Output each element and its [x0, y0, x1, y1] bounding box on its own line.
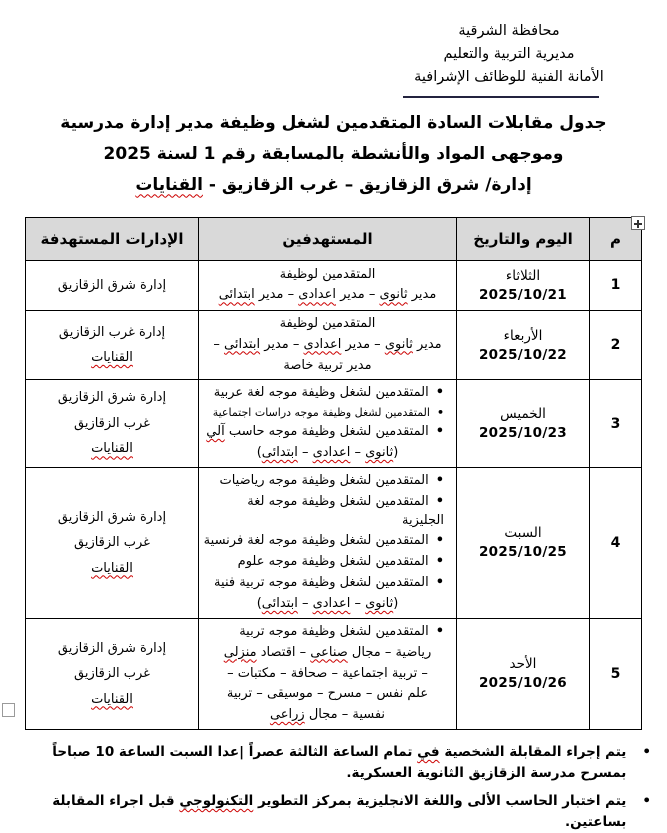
- cell-target-applicants: [199, 467, 457, 618]
- misspelled-word: زراعى: [269, 707, 305, 723]
- text-segment: قبل اجراء المقابلة بساعتين.: [52, 792, 627, 830]
- admin-line: [30, 533, 194, 553]
- misspelled-word: ثانوى: [379, 287, 408, 303]
- cell-target-admins: [26, 380, 199, 468]
- text-segment: المتقدمين لشغل وظيفة موجه حاسب: [224, 424, 429, 440]
- agency-line-secretariat: الأمانة الفنية للوظائف الإشرافية: [414, 69, 604, 86]
- date-value: 2025/10/23: [478, 425, 567, 442]
- title-line-1: جدول مقابلات السادة المتقدمين لشغل وظيفة مدير إدارة مدرسية: [60, 112, 607, 133]
- text-segment: رياضية – مجال: [347, 644, 432, 660]
- document-page: [0, 20, 667, 830]
- table-row: [26, 467, 642, 618]
- misspelled-word: القنايات: [135, 175, 203, 196]
- table-row: [26, 310, 642, 380]
- target-line: [203, 444, 452, 463]
- row-number: 5: [590, 618, 642, 729]
- cell-target-admins: [26, 467, 199, 618]
- document-title-block: [10, 108, 657, 202]
- text-segment: المتقدمين لشغل وظيفة موجه لغة الجليزية: [247, 493, 444, 528]
- text-segment: المتقدمين لوظيفة: [279, 315, 376, 331]
- cell-day-date: [457, 380, 590, 468]
- footer-note-item: [12, 742, 651, 784]
- day-name: الخميس: [500, 406, 546, 423]
- admin-line: [30, 388, 194, 408]
- admin-line: [30, 639, 194, 659]
- text-segment: المتقدمين لشغل وظيفة موجه تربية فنية: [214, 575, 429, 591]
- table-row: [26, 618, 642, 729]
- text-segment: إدارة شرق الزقازيق: [57, 390, 167, 406]
- text-segment: المتقدمين لشغل وظيفة موجه علوم: [237, 554, 429, 570]
- target-line: [203, 665, 452, 684]
- text-segment: – مدير: [341, 336, 385, 352]
- table-header-row: [26, 217, 642, 260]
- day-name: الأربعاء: [503, 327, 543, 344]
- misspelled-word: اعدادى: [303, 336, 342, 352]
- admin-line: [30, 664, 194, 684]
- cell-target-applicants: [199, 618, 457, 729]
- cell-day-date: [457, 618, 590, 729]
- day-name: الأحد: [509, 656, 537, 673]
- text-segment: (: [393, 445, 399, 461]
- footer-note-text: [12, 742, 626, 784]
- table-row: [26, 380, 642, 468]
- target-line: [203, 423, 452, 442]
- misspelled-word: القنايات: [91, 691, 133, 707]
- bullet-icon: •: [435, 472, 444, 488]
- misspelled-word: ابتدائى: [261, 445, 298, 461]
- misspelled-word: القنايات: [91, 560, 133, 576]
- cell-target-applicants: [199, 380, 457, 468]
- empty-square-artifact-icon: [2, 703, 15, 717]
- text-segment: غرب الزقازيق: [73, 666, 150, 682]
- bullet-icon: •: [435, 554, 444, 570]
- bullet-icon: •: [435, 424, 444, 440]
- text-segment: تمام الساعة الثالثة عصراً |عدا السبت الساعة 10 صباحاً بمسرح مدرسة الزقازيق الثانوية العسكرية.: [52, 744, 627, 781]
- cell-target-admins: [26, 260, 199, 310]
- text-segment: إدارة شرق الزقازيق: [57, 640, 167, 656]
- target-line: [203, 266, 452, 285]
- target-line: [203, 357, 452, 376]
- footer-notes: [12, 742, 651, 833]
- misspelled-word: ابتدائى: [261, 595, 298, 611]
- text-segment: المتقدمين لشغل وظيفة موجه لغة فرنسية: [203, 533, 429, 549]
- target-line: [203, 685, 452, 704]
- footer-note-item: [12, 791, 651, 833]
- bullet-icon: •: [642, 792, 651, 809]
- cell-day-date: [457, 310, 590, 380]
- header-divider-line: [403, 96, 599, 98]
- target-line: [203, 644, 452, 663]
- admin-line: [30, 414, 194, 434]
- text-segment: ): [256, 595, 262, 611]
- text-segment: يتم إجراء المقابلة الشخصية: [439, 744, 627, 761]
- admin-line: [30, 348, 194, 368]
- text-segment: – مدير: [254, 287, 299, 303]
- header-row: [26, 217, 642, 260]
- misspelled-word: في: [417, 744, 440, 761]
- agency-line-governorate: محافظة الشرقية: [458, 23, 560, 39]
- text-segment: يتم اختبار الحاسب الألى واللغة الانجليزية بمركز التطوير: [253, 792, 627, 809]
- misspelled-word: صناعى: [310, 644, 348, 660]
- text-segment: نفسية – مجال: [304, 707, 386, 723]
- bullet-icon: •: [435, 493, 444, 509]
- cell-target-applicants: [199, 260, 457, 310]
- target-line: [203, 623, 452, 642]
- misspelled-word: آلي: [206, 424, 225, 440]
- target-line: [203, 595, 452, 614]
- target-line: [203, 472, 452, 491]
- bullet-icon: •: [435, 575, 444, 591]
- admin-line: [30, 508, 194, 528]
- text-segment: ): [256, 445, 262, 461]
- cell-target-applicants: [199, 310, 457, 380]
- text-segment: –: [297, 595, 313, 611]
- row-number: 2: [590, 310, 642, 380]
- bullet-icon: •: [435, 623, 444, 639]
- bullet-icon: •: [435, 385, 444, 401]
- text-segment: المتقدمين لشغل وظيفة موجه دراسات اجتماعية: [212, 406, 430, 420]
- title-line-2: وموجهى المواد والأنشطة بالمسابقة رقم 1 لسنة 2025: [103, 144, 564, 164]
- misspelled-word: ثانوى: [384, 336, 413, 352]
- date-value: 2025/10/22: [478, 346, 567, 363]
- bullet-icon: •: [436, 406, 444, 420]
- text-segment: المتقدمين لشغل وظيفة موجه لغة عربية: [213, 385, 429, 401]
- table-move-handle-icon[interactable]: [631, 216, 645, 230]
- misspelled-word: ابتدائى: [224, 336, 261, 352]
- misspelled-word: اعدادى: [298, 287, 336, 303]
- target-line: [203, 493, 452, 531]
- target-line: [203, 384, 452, 403]
- interviews-schedule-table: [25, 217, 642, 730]
- text-segment: – تربية اجتماعية – صحافة – مكتبات –: [227, 665, 428, 681]
- row-number: 4: [590, 467, 642, 618]
- day-name: السبت: [504, 525, 542, 542]
- text-segment: –: [350, 595, 366, 611]
- row-number: 1: [590, 260, 642, 310]
- misspelled-word: ثانوى: [365, 595, 394, 611]
- misspelled-word: ثانوى: [365, 445, 394, 461]
- text-segment: مدير تربية خاصة: [283, 357, 372, 373]
- date-value: 2025/10/21: [478, 286, 567, 303]
- text-segment: – مدير: [260, 336, 304, 352]
- text-segment: إدارة شرق الزقازيق: [57, 509, 167, 525]
- text-segment: –: [350, 445, 366, 461]
- text-segment: إدارة غرب الزقازيق: [58, 324, 166, 340]
- footer-note-text: [12, 791, 626, 833]
- misspelled-word: منزلى: [223, 644, 257, 660]
- admin-line: [30, 559, 194, 579]
- agency-line-directorate: مديرية التربية والتعليم: [443, 46, 575, 63]
- column-header-0: م: [590, 217, 642, 260]
- text-segment: غرب الزقازيق: [73, 415, 150, 431]
- cell-target-admins: [26, 310, 199, 380]
- text-segment: – اقتصاد: [256, 644, 311, 660]
- date-value: 2025/10/26: [478, 675, 567, 692]
- column-header-2: المستهدفين: [199, 217, 457, 260]
- table-row: [26, 260, 642, 310]
- agency-header: [359, 20, 659, 98]
- misspelled-word: القنايات: [91, 350, 133, 366]
- text-segment: المتقدمين لوظيفة: [279, 266, 376, 282]
- cell-day-date: [457, 260, 590, 310]
- target-line: [203, 405, 452, 421]
- misspelled-word: ابتدائى: [218, 287, 255, 303]
- admin-line: [30, 690, 194, 710]
- text-segment: –: [213, 336, 225, 352]
- text-segment: إدارة/ شرق الزقازيق – غرب الزقازيق -: [202, 175, 532, 196]
- target-line: [203, 706, 452, 725]
- cell-day-date: [457, 467, 590, 618]
- target-line: [203, 532, 452, 551]
- day-name: الثلاثاء: [505, 267, 541, 284]
- target-line: [203, 315, 452, 334]
- date-value: 2025/10/25: [478, 544, 567, 561]
- text-segment: –: [297, 445, 313, 461]
- text-segment: – مدير: [336, 287, 380, 303]
- misspelled-word: القنايات: [91, 441, 133, 457]
- text-segment: علم نفس – مسرح – موسيقى – تربية: [226, 686, 429, 702]
- target-line: [203, 286, 452, 305]
- column-header-1: اليوم والتاريخ: [457, 217, 590, 260]
- text-segment: مدير: [412, 336, 442, 352]
- target-line: [203, 553, 452, 572]
- admin-line: [30, 276, 194, 296]
- text-segment: غرب الزقازيق: [73, 535, 150, 551]
- text-segment: المتقدمين لشغل وظيفة موجه تربية: [239, 623, 429, 639]
- admin-line: [30, 439, 194, 459]
- text-segment: إدارة شرق الزقازيق: [57, 277, 167, 293]
- text-segment: مدير: [407, 287, 437, 303]
- bullet-icon: •: [435, 533, 444, 549]
- column-header-3: الإدارات المستهدفة: [26, 217, 199, 260]
- misspelled-word: اعدادى: [312, 445, 351, 461]
- text-segment: (: [393, 595, 399, 611]
- schedule-table-body: [26, 260, 642, 729]
- title-line-3: [10, 170, 657, 201]
- move-handle-vertical-bar: [637, 220, 639, 228]
- row-number: 3: [590, 380, 642, 468]
- bullet-icon: •: [642, 744, 651, 761]
- admin-line: [30, 323, 194, 343]
- text-segment: المتقدمين لشغل وظيفة موجه رياضيات: [219, 472, 429, 488]
- target-line: [203, 574, 452, 593]
- misspelled-word: اعدادى: [312, 595, 351, 611]
- cell-target-admins: [26, 618, 199, 729]
- target-line: [203, 336, 452, 355]
- misspelled-word: التكنولوجي: [179, 792, 254, 809]
